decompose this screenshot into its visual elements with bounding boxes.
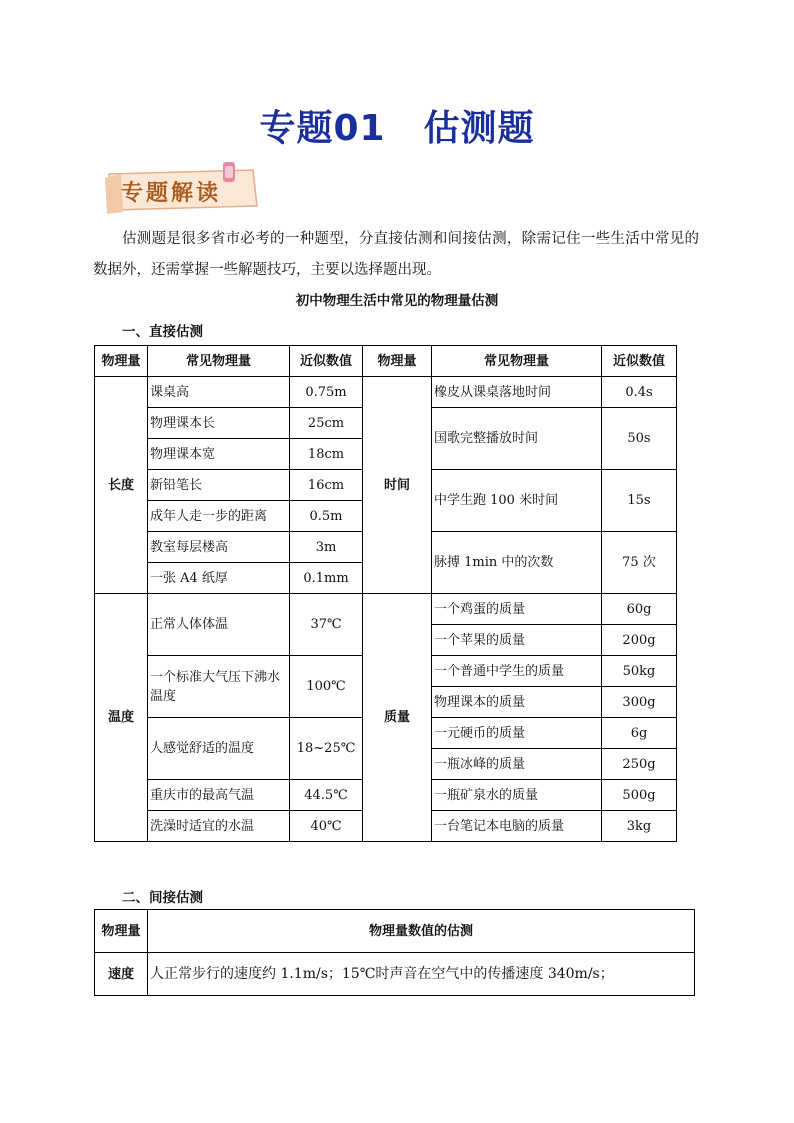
estimate-cell: 人正常步行的速度约 1.1m/s；15℃时声音在空气中的传播速度 340m/s； xyxy=(148,953,695,996)
item-cell: 一个鸡蛋的质量 xyxy=(432,594,602,625)
item-cell: 一个普通中学生的质量 xyxy=(432,656,602,687)
value-cell: 500g xyxy=(602,780,677,811)
item-cell: 洗澡时适宜的水温 xyxy=(148,811,290,842)
item-cell: 中学生跑 100 米时间 xyxy=(432,470,602,532)
item-cell: 课桌高 xyxy=(148,377,290,408)
item-cell: 一个苹果的质量 xyxy=(432,625,602,656)
header-cell: 近似数值 xyxy=(602,346,677,377)
value-cell: 16cm xyxy=(290,470,363,501)
value-cell: 15s xyxy=(602,470,677,532)
direct-estimation-table xyxy=(94,345,677,842)
value-cell: 50kg xyxy=(602,656,677,687)
value-cell: 300g xyxy=(602,687,677,718)
item-cell: 橡皮从课桌落地时间 xyxy=(432,377,602,408)
value-cell: 75 次 xyxy=(602,532,677,594)
item-cell: 国歌完整播放时间 xyxy=(432,408,602,470)
table-row xyxy=(95,953,695,996)
header-cell: 物理量数值的估测 xyxy=(148,910,695,953)
group-label-temperature: 温度 xyxy=(95,594,148,842)
item-cell: 物理课本的质量 xyxy=(432,687,602,718)
value-cell: 50s xyxy=(602,408,677,470)
item-cell: 一瓶冰峰的质量 xyxy=(432,749,602,780)
group-label-mass: 质量 xyxy=(363,594,432,842)
header-cell: 物理量 xyxy=(363,346,432,377)
item-cell: 重庆市的最高气温 xyxy=(148,780,290,811)
item-cell: 教室每层楼高 xyxy=(148,532,290,563)
item-cell: 一瓶矿泉水的质量 xyxy=(432,780,602,811)
value-cell: 0.4s xyxy=(602,377,677,408)
item-cell: 一个标准大气压下沸水温度 xyxy=(148,656,290,718)
table-header-row xyxy=(95,346,677,377)
value-cell: 3m xyxy=(290,532,363,563)
item-cell: 物理课本宽 xyxy=(148,439,290,470)
value-cell: 40℃ xyxy=(290,811,363,842)
header-cell: 常见物理量 xyxy=(432,346,602,377)
item-cell: 物理课本长 xyxy=(148,408,290,439)
group-label-length: 长度 xyxy=(95,377,148,594)
value-cell: 200g xyxy=(602,625,677,656)
item-cell: 一台笔记本电脑的质量 xyxy=(432,811,602,842)
value-cell: 100℃ xyxy=(290,656,363,718)
value-cell: 25cm xyxy=(290,408,363,439)
value-cell: 250g xyxy=(602,749,677,780)
value-cell: 0.1mm xyxy=(290,563,363,594)
header-cell: 物理量 xyxy=(95,346,148,377)
value-cell: 3kg xyxy=(602,811,677,842)
value-cell: 60g xyxy=(602,594,677,625)
header-cell: 近似数值 xyxy=(290,346,363,377)
table-row xyxy=(95,377,677,408)
value-cell: 0.5m xyxy=(290,501,363,532)
value-cell: 37℃ xyxy=(290,594,363,656)
header-cell: 物理量 xyxy=(95,910,148,953)
table-header-row xyxy=(95,910,695,953)
value-cell: 18~25℃ xyxy=(290,718,363,780)
badge-label: 专题解读 xyxy=(121,181,222,206)
item-cell: 一张 A4 纸厚 xyxy=(148,563,290,594)
section-heading-direct: 一、直接估测 xyxy=(122,324,203,340)
item-cell: 脉搏 1min 中的次数 xyxy=(432,532,602,594)
item-cell: 新铅笔长 xyxy=(148,470,290,501)
value-cell: 0.75m xyxy=(290,377,363,408)
table-caption: 初中物理生活中常见的物理量估测 xyxy=(295,293,499,309)
page-title: 专题01 估测题 xyxy=(259,108,535,149)
item-cell: 人感觉舒适的温度 xyxy=(148,718,290,780)
item-cell: 成年人走一步的距离 xyxy=(148,501,290,532)
section-heading-indirect: 二、间接估测 xyxy=(122,890,203,906)
item-cell: 一元硬币的质量 xyxy=(432,718,602,749)
item-cell: 正常人体体温 xyxy=(148,594,290,656)
header-cell: 常见物理量 xyxy=(148,346,290,377)
group-label-time: 时间 xyxy=(363,377,432,594)
value-cell: 6g xyxy=(602,718,677,749)
topic-badge xyxy=(103,162,261,216)
value-cell: 18cm xyxy=(290,439,363,470)
value-cell: 44.5℃ xyxy=(290,780,363,811)
intro-paragraph: 估测题是很多省市必考的一种题型，分直接估测和间接估测，除需记住一些生活中常见的数据外，还需掌握一些解题技巧，主要以选择题出现。 xyxy=(93,231,699,278)
quantity-cell: 速度 xyxy=(95,953,148,996)
indirect-estimation-table xyxy=(94,909,695,996)
table-row xyxy=(95,594,677,625)
